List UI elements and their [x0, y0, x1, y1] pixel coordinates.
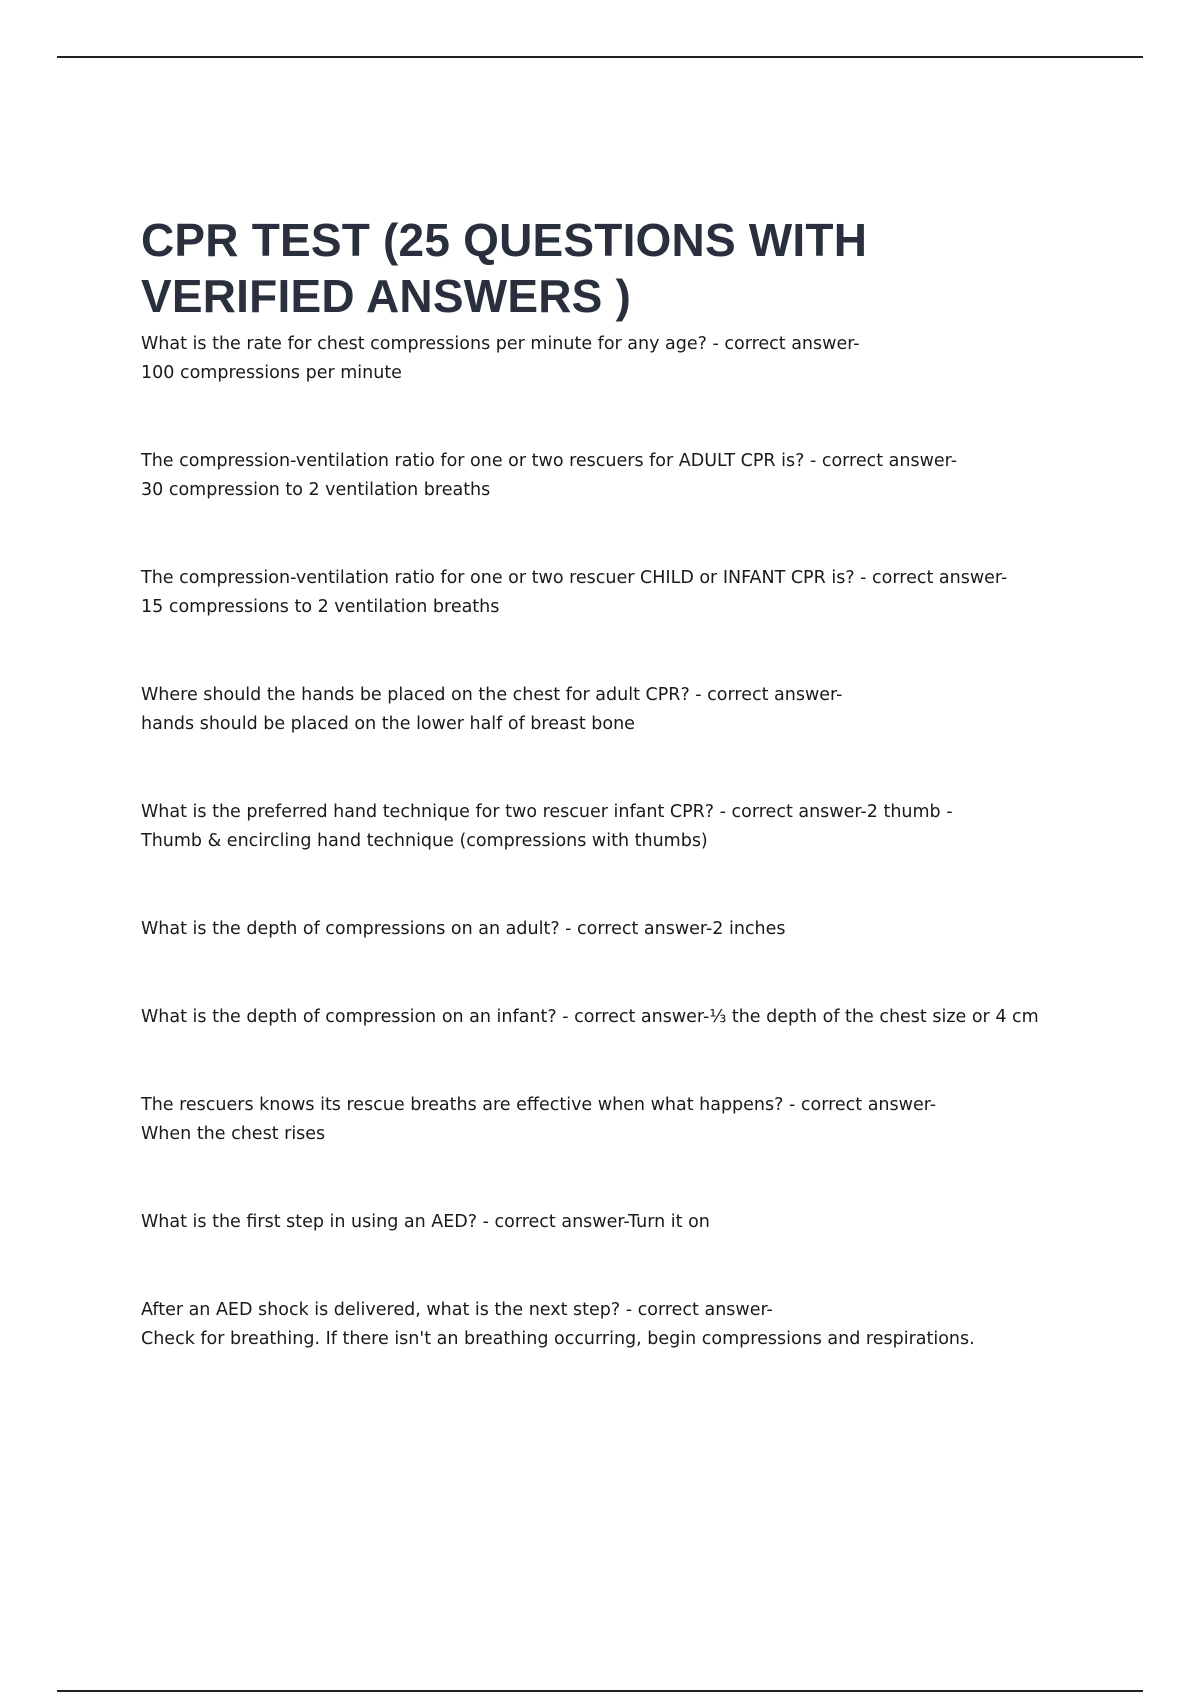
question-text: What is the depth of compressions on an adult? - correct answer-2 inches — [141, 919, 786, 939]
question-text: The rescuers knows its rescue breaths are effective when what happens? - correct answer- — [141, 1095, 937, 1115]
qa-item-8 — [141, 1091, 1081, 1208]
qa-item-2 — [141, 447, 1081, 564]
answer-text: Thumb & encircling hand technique (compressions with thumbs) — [141, 831, 708, 851]
qa-item-5 — [141, 798, 1081, 915]
qa-item-3 — [141, 564, 1081, 681]
qa-item-4 — [141, 681, 1081, 798]
answer-text: 30 compression to 2 ventilation breaths — [141, 480, 491, 500]
question-text: What is the depth of compression on an infant? - correct answer-⅓ the depth of the chest size or 4 cm — [141, 1007, 1039, 1027]
answer-text: 100 compressions per minute — [141, 363, 402, 383]
question-text: The compression-ventilation ratio for one or two rescuer CHILD or INFANT CPR is? - correct answer- — [141, 568, 1008, 588]
document-title: CPR TEST (25 QUESTIONS WITH VERIFIED ANSWERS ) — [141, 214, 868, 322]
qa-list — [141, 330, 1081, 1413]
answer-text: When the chest rises — [141, 1124, 326, 1144]
qa-item-1 — [141, 330, 1081, 447]
qa-item-7 — [141, 1003, 1081, 1091]
qa-item-10 — [141, 1296, 1081, 1413]
question-text: What is the first step in using an AED? - correct answer-Turn it on — [141, 1212, 710, 1232]
answer-text: Check for breathing. If there isn't an breathing occurring, begin compressions and respirations. — [141, 1329, 975, 1349]
question-text: What is the preferred hand technique for two rescuer infant CPR? - correct answer-2 thumb - — [141, 802, 953, 822]
bottom-rule — [57, 1690, 1143, 1692]
answer-text: hands should be placed on the lower half of breast bone — [141, 714, 635, 734]
question-text: After an AED shock is delivered, what is the next step? - correct answer- — [141, 1300, 773, 1320]
question-text: What is the rate for chest compressions per minute for any age? - correct answer- — [141, 334, 860, 354]
answer-text: 15 compressions to 2 ventilation breaths — [141, 597, 500, 617]
top-rule — [57, 56, 1143, 58]
question-text: Where should the hands be placed on the chest for adult CPR? - correct answer- — [141, 685, 843, 705]
document-body — [141, 212, 1081, 1413]
qa-item-6 — [141, 915, 1081, 1003]
question-text: The compression-ventilation ratio for one or two rescuers for ADULT CPR is? - correct answer- — [141, 451, 958, 471]
qa-item-9 — [141, 1208, 1081, 1296]
